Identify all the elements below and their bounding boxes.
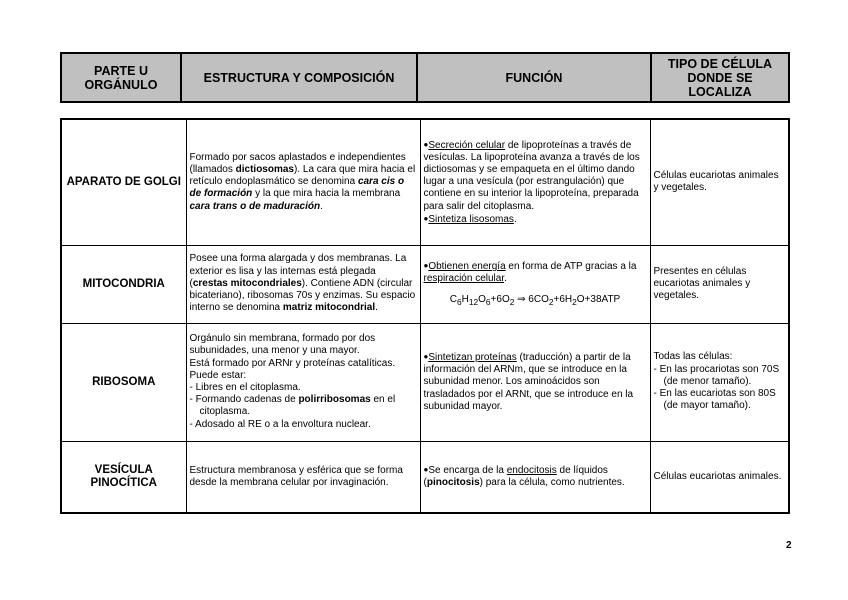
table-row: [61, 119, 789, 245]
function-cell: ● Se encarga de la endocitosis de líquidos (pinocitosis) para la célula, como nutrientes.: [420, 441, 650, 513]
organelle-name: VESÍCULA PINOCÍTICA: [61, 441, 186, 513]
function-cell: ● Sintetizan proteínas (traducción) a partir de la información del ARNm, que se introduce en la subunidad menor. Los aminoácidos son trasladados por el ARNt, que se introduce en la subunidad mayor.: [420, 323, 650, 441]
organelle-name: MITOCONDRIA: [61, 245, 186, 323]
organelle-name: RIBOSOMA: [61, 323, 186, 441]
header-organelle: PARTE U ORGÁNULO: [61, 53, 181, 102]
cell-type-cell: Presentes en células eucariotas animales y vegetales.: [650, 245, 789, 323]
function-cell: ● Obtienen energía en forma de ATP gracias a la respiración celular. $C_6H_{12}O_6+6O_2$ ⇒ $6CO_2+6H_2O+38ATP$: [420, 245, 650, 323]
respiration-formula: $C_6H_{12}O_6+6O_2$ ⇒ $6CO_2+6H_2O+38ATP$: [449, 293, 621, 307]
header-structure: ESTRUCTURA Y COMPOSICIÓN: [181, 53, 417, 102]
header-cell-type: TIPO DE CÉLULA DONDE SE LOCALIZA: [651, 53, 789, 102]
structure-cell: Posee una forma alargada y dos membranas. La exterior es lisa y las internas está plegada (crestas mitocondriales). Contiene ADN (circular bicateriano), ribosomas 70s y enzimas. Su espacio interno se denomina matriz mitocondrial.: [186, 245, 420, 323]
organelle-name: APARATO DE GOLGI: [61, 119, 186, 245]
cell-type-cell: Células eucariotas animales y vegetales.: [650, 119, 789, 245]
table-row: [61, 323, 789, 441]
function-cell: ● Secreción celular de lipoproteínas a través de vesículas. La lipoproteína avanza a través de los dictiosomas y se empaqueta en el último dando lugar a una vesícula (por estrangulación) que contiene en su interior la lipoproteína, preparada para salir del citoplasma. ● Sintetiza lisosomas.: [420, 119, 650, 245]
header-function: FUNCIÓN: [417, 53, 651, 102]
table-row: [61, 245, 789, 323]
cell-type-cell: Todas las células: - En las procariotas son 70S (de menor tamaño). - En las eucariotas son 80S (de mayor tamaño).: [650, 323, 789, 441]
cell-type-cell: Células eucariotas animales.: [650, 441, 789, 513]
organelles-table: [60, 118, 790, 514]
header-table: [60, 52, 790, 103]
table-row: [61, 441, 789, 513]
structure-cell: Formado por sacos aplastados e independientes (llamados dictiosomas). La cara que mira hacia el retículo endoplasmático se denomina cara cis o de formación y la que mira hacia la membrana cara trans o de maduración.: [186, 119, 420, 245]
structure-cell: Estructura membranosa y esférica que se forma desde la membrana celular por invaginación.: [186, 441, 420, 513]
structure-cell: Orgánulo sin membrana, formado por dos subunidades, una menor y una mayor. Está formado por ARNr y proteínas catalíticas. Puede estar: - Libres en el citoplasma. - Formando cadenas de polirribosomas en el citoplasma. - Adosado al RE o a la envoltura nuclear.: [186, 323, 420, 441]
page-number: 2: [786, 540, 792, 551]
